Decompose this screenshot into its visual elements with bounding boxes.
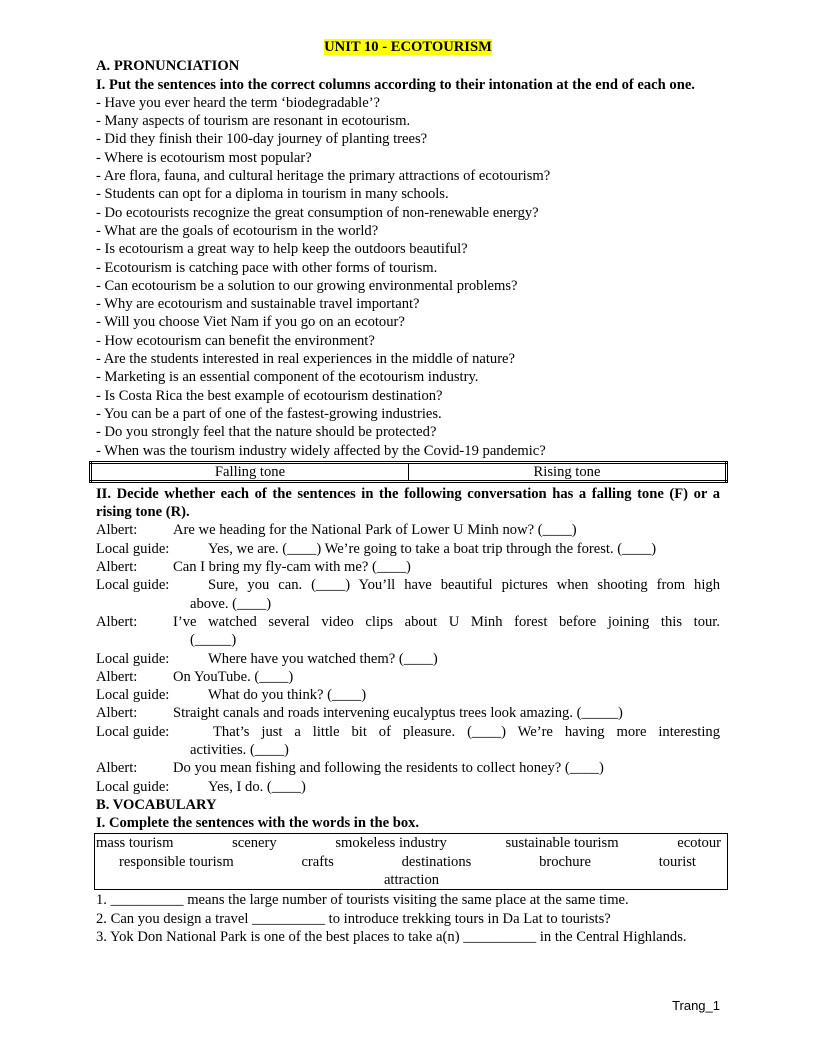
- dialogue-line: [96, 686, 720, 704]
- speaker-label: Local guide:: [96, 723, 170, 740]
- exercise-item: 3. Yok Don National Park is one of the best places to take a(n) __________ in the Central Highlands.: [96, 928, 687, 945]
- dialogue-text: Yes, we are. (____) We’re going to take a boat trip through the forest. (____): [208, 540, 657, 557]
- sentence-item: - Students can opt for a diploma in tourism in many schools.: [96, 186, 449, 203]
- sentence-list: [96, 94, 720, 460]
- worksheet-page: [96, 38, 720, 946]
- speaker-label: Local guide:: [96, 687, 170, 704]
- task-b1-instruction: I. Complete the sentences with the words in the box.: [96, 815, 420, 832]
- dialogue-text: Where have you watched them? (____): [208, 650, 438, 667]
- speaker-label: Albert:: [96, 668, 138, 685]
- sentence-item: - Will you choose Viet Nam if you go on an ecotour?: [96, 314, 405, 331]
- sentence-item: - Is ecotourism a great way to help keep the outdoors beautiful?: [96, 241, 468, 258]
- speaker-label: Albert:: [96, 760, 138, 777]
- word-item: scenery: [232, 835, 277, 852]
- word-item: destinations: [401, 853, 472, 870]
- speaker-label: Albert:: [96, 522, 138, 539]
- dialogue-text: Sure, you can. (____) You’ll have beautiful pictures when shooting from high: [208, 577, 720, 594]
- dialogue-line: [96, 558, 720, 576]
- sentence-item: - Did they finish their 100-day journey of planting trees?: [96, 131, 428, 148]
- word-item: sustainable tourism: [505, 835, 619, 852]
- sentence-item: - Why are ecotourism and sustainable travel important?: [96, 296, 420, 313]
- word-item: tourist: [658, 853, 696, 870]
- dialogue-line: [96, 704, 720, 722]
- speaker-label: Albert:: [96, 559, 138, 576]
- tone-table: [89, 461, 728, 483]
- speaker-label: Albert:: [96, 705, 138, 722]
- dialogue-text: Yes, I do. (____): [208, 778, 306, 795]
- word-box: [94, 833, 728, 890]
- dialogue-text: That’s just a little bit of pleasure. (____) We’re having more interesting: [213, 723, 720, 740]
- sentence-item: - Is Costa Rica the best example of ecotourism destination?: [96, 387, 443, 404]
- sentence-item: - When was the tourism industry widely affected by the Covid-19 pandemic?: [96, 442, 546, 459]
- dialogue-text: Do you mean fishing and following the residents to collect honey? (____): [173, 760, 604, 777]
- word-item: responsible tourism: [119, 853, 234, 870]
- dialogue-text: On YouTube. (____): [173, 668, 294, 685]
- sentence-item: - Ecotourism is catching pace with other forms of tourism.: [96, 259, 438, 276]
- sentence-item: - Where is ecotourism most popular?: [96, 149, 312, 166]
- word-item: smokeless industry: [335, 835, 447, 852]
- word-item: mass tourism: [96, 835, 174, 852]
- sentence-item: - What are the goals of ecotourism in the world?: [96, 222, 379, 239]
- sentence-item: - Do ecotourists recognize the great consumption of non-renewable energy?: [96, 204, 539, 221]
- sentence-item: - Marketing is an essential component of the ecotourism industry.: [96, 369, 479, 386]
- word-item: crafts: [301, 853, 334, 870]
- speaker-label: Albert:: [96, 613, 138, 630]
- task-a1-instruction: I. Put the sentences into the correct columns according to their intonation at the end of each one.: [96, 76, 695, 93]
- dialogue-line: [96, 723, 720, 741]
- dialogue-line: [96, 759, 720, 777]
- dialogue-line: [96, 650, 720, 668]
- word-box-row: [96, 871, 727, 889]
- dialogue-continuation: activities. (____): [190, 741, 289, 758]
- dialogue-text: What do you think? (____): [208, 687, 367, 704]
- dialogue-line: [96, 521, 720, 539]
- dialogue-text: Are we heading for the National Park of Lower U Minh now? (____): [173, 522, 577, 539]
- word-item: brochure: [539, 853, 591, 870]
- dialogue-continuation: (_____): [190, 632, 237, 649]
- exercise-items: [96, 891, 720, 946]
- sentence-item: - Do you strongly feel that the nature should be protected?: [96, 424, 437, 441]
- falling-tone-header: Falling tone: [91, 462, 409, 481]
- dialogue-line: [96, 778, 720, 796]
- sentence-item: - Are the students interested in real experiences in the middle of nature?: [96, 351, 516, 368]
- sentence-item: - Can ecotourism be a solution to our growing environmental problems?: [96, 277, 518, 294]
- section-a-heading: A. PRONUNCIATION: [96, 58, 240, 75]
- sentence-item: - Are flora, fauna, and cultural heritage the primary attractions of ecotourism?: [96, 168, 551, 185]
- sentence-item: - How ecotourism can benefit the environment?: [96, 332, 375, 349]
- unit-title: UNIT 10 - ECOTOURISM: [324, 39, 492, 55]
- exercise-item: 2. Can you design a travel __________ to introduce trekking tours in Da Lat to tourists?: [96, 910, 611, 927]
- section-b-heading: B. VOCABULARY: [96, 796, 217, 813]
- word-item: ecotour: [677, 835, 721, 852]
- speaker-label: Local guide:: [96, 540, 170, 557]
- dialogue-text: Straight canals and roads intervening eucalyptus trees look amazing. (_____): [173, 705, 623, 722]
- word-item: attraction: [383, 872, 440, 889]
- dialogue-line: [96, 668, 720, 686]
- sentence-item: - Many aspects of tourism are resonant in ecotourism.: [96, 113, 411, 130]
- exercise-item: 1. __________ means the large number of tourists visiting the same place at the same time.: [96, 892, 629, 909]
- rising-tone-header: Rising tone: [409, 462, 727, 481]
- page-footer: Trang_1: [672, 998, 720, 1013]
- dialogue-line: [96, 613, 720, 631]
- task-a2-instruction: II. Decide whether each of the sentences in the following conversation has a falling tone (F) or a rising tone (R).: [96, 485, 720, 521]
- sentence-item: - You can be a part of one of the fastest-growing industries.: [96, 405, 442, 422]
- speaker-label: Local guide:: [96, 778, 170, 795]
- dialogue-line: [96, 576, 720, 594]
- dialogue: [96, 521, 720, 795]
- dialogue-line: [96, 540, 720, 558]
- dialogue-text: Can I bring my fly-cam with me? (____): [173, 559, 411, 576]
- word-box-row: [96, 853, 727, 871]
- sentence-item: - Have you ever heard the term ‘biodegradable’?: [96, 94, 381, 111]
- speaker-label: Local guide:: [96, 577, 170, 594]
- dialogue-continuation: above. (____): [190, 595, 272, 612]
- dialogue-text: I’ve watched several video clips about U Minh forest before joining this tour.: [173, 613, 720, 630]
- speaker-label: Local guide:: [96, 650, 170, 667]
- word-box-row: [96, 834, 727, 852]
